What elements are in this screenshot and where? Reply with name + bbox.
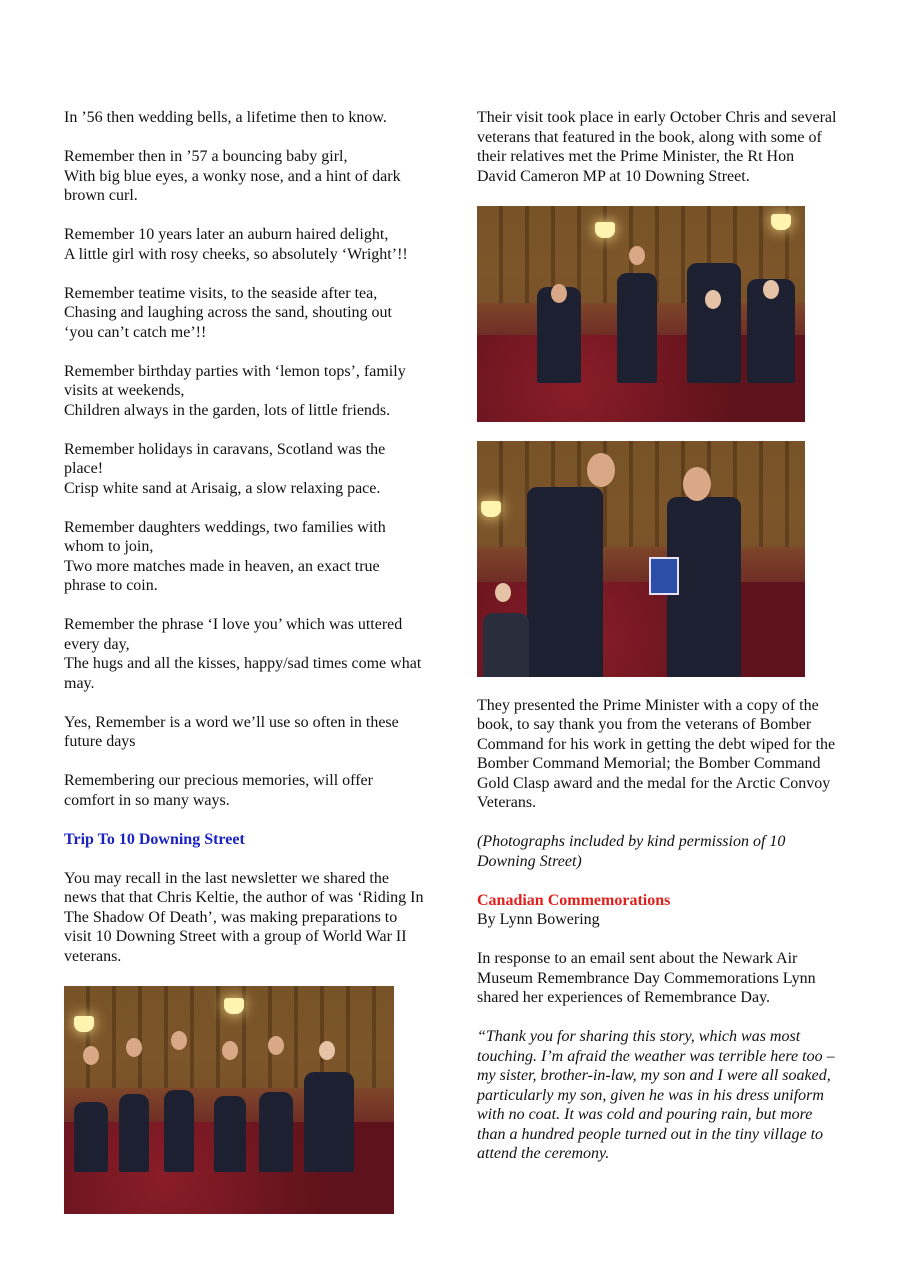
person [617,273,657,383]
person-head [629,246,645,265]
photo-credit: (Photographs included by kind permission of 10 Downing Street) [477,833,786,870]
poem-stanza-5: Remember birthday parties with ‘lemon tops’, family visits at weekends, Children always in the garden, lots of little friends. [64,362,406,419]
poem-stanza-8: Remember the phrase ‘I love you’ which was uttered every day, The hugs and all the kisses, happy/sad times come what may. [64,616,422,692]
person [687,263,741,383]
lamp-right [224,998,244,1014]
section-heading-canadian: Canadian Commemorations [477,891,671,909]
person-head [551,284,567,303]
presentation-paragraph: They presented the Prime Minister with a copy of the book, to say thank you from the veterans of Bomber Command for his work in getting the debt wiped for the Bomber Command Memorial; the Bomber Command Gold Clasp award and the medal for the Arctic Convoy Veterans. [477,696,836,811]
person-head [83,1046,99,1065]
left-column [64,108,424,1233]
seated-veteran [483,613,529,677]
quote-paragraph: “Thank you for sharing this story, which was most touching. I’m afraid the weather was terrible here too – my sister, brother-in-law, my son and I were all soaked, particularly my son, given he was in his dress uniform with no coat. It was cold and pouring rain, but more than a hundred people turned out in the tiny village to attend the ceremony. [477,1028,835,1162]
group-photo-seated [64,986,394,1214]
poem-stanza-10: Remembering our precious memories, will offer comfort in so many ways. [64,772,373,809]
byline: By Lynn Bowering [477,911,600,928]
book-presentation-photo [477,441,805,677]
response-paragraph: In response to an email sent about the Newark Air Museum Remembrance Day Commemorations Lynn shared her experiences of Remembrance Day. [477,950,816,1006]
poem-stanza-7: Remember daughters weddings, two families with whom to join, Two more matches made in heaven, an exact true phrase to coin. [64,518,386,594]
poem-stanza-2: Remember then in ’57 a bouncing baby girl, With big blue eyes, a wonky nose, and a hint of dark brown curl. [64,148,401,204]
person [214,1096,246,1172]
meeting-photo [477,206,805,422]
person-head [763,280,779,299]
poem-stanza-1: In ’56 then wedding bells, a lifetime then to know. [64,109,387,126]
lamp-right [771,214,791,230]
lamp-left [74,1016,94,1032]
poem-stanza-9: Yes, Remember is a word we’ll use so often in these future days [64,713,399,750]
book [649,557,679,595]
veteran-in-wheelchair [304,1072,354,1172]
person-head [495,583,511,602]
person-head [222,1041,238,1060]
poem-stanza-4: Remember teatime visits, to the seaside after tea, Chasing and laughing across the sand, shouting out ‘you can’t catch me’!! [64,284,392,341]
person-head [683,467,711,501]
person [74,1102,108,1172]
person-head [171,1031,187,1050]
person [259,1092,293,1172]
visit-paragraph: Their visit took place in early October Chris and several veterans that featured in the book, along with some of their relatives met the Prime Minister, the Rt Hon David Cameron MP at 10 Downing Street. [477,109,837,185]
right-column [477,108,837,1183]
prime-minister [527,487,603,677]
canadian-section-header [477,891,837,930]
person-head [587,453,615,487]
person [164,1090,194,1172]
lamp-left [595,222,615,238]
person-head [268,1036,284,1055]
poem-stanza-3: Remember 10 years later an auburn haired delight, A little girl with rosy cheeks, so absolutely ‘Wright’!! [64,226,408,263]
poem-stanza-6: Remember holidays in caravans, Scotland was the place! Crisp white sand at Arisaig, a slow relaxing pace. [64,440,386,497]
person-head [705,290,721,309]
person-head [319,1041,335,1060]
person-head [126,1038,142,1057]
intro-paragraph: You may recall in the last newsletter we shared the news that that Chris Keltie, the author of was ‘Riding In The Shadow Of Death’, was making preparations to visit 10 Downing Street with a group of World War II veterans. [64,869,424,965]
person [119,1094,149,1172]
lamp-left [481,501,501,517]
section-heading-downing-street: Trip To 10 Downing Street [64,830,245,848]
